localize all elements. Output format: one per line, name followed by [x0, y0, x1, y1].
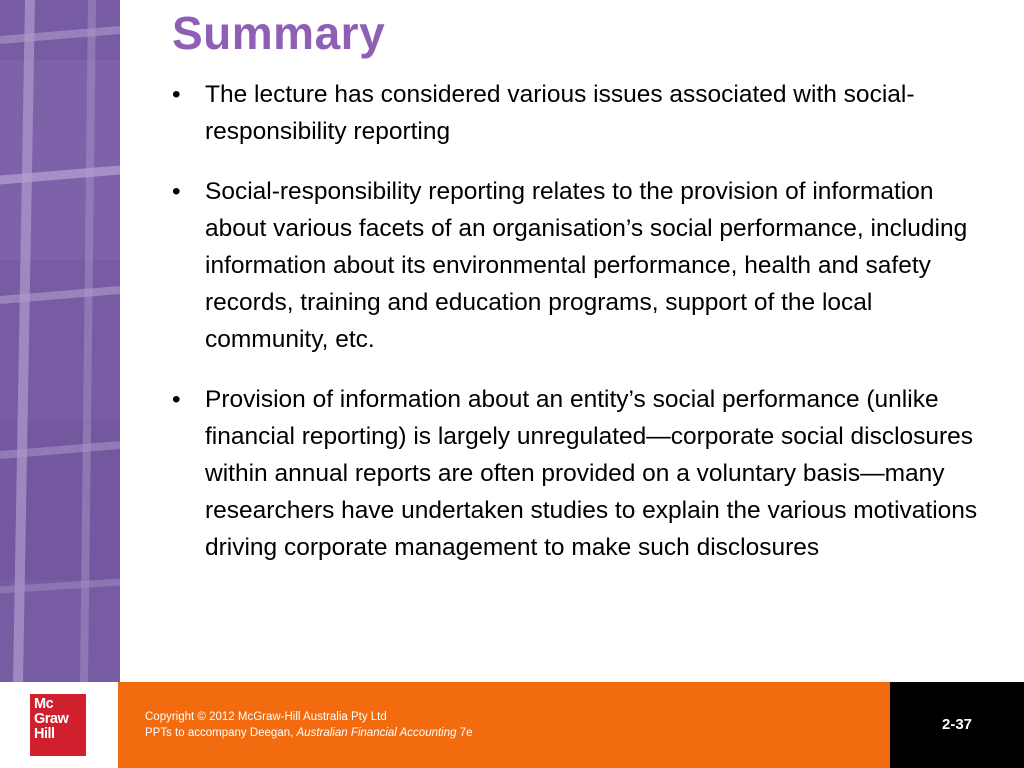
bullet-text: The lecture has considered various issues associated with social-responsibility reporting: [205, 81, 915, 145]
bullet-text: Social-responsibility reporting relates to the provision of information about various facets of an organisation’s social performance, including information about its environmental performance, health and safety records, training and education programs, support of the local community, etc.: [205, 178, 968, 353]
footer-page-box: [890, 682, 1024, 768]
bullet-item: [170, 76, 990, 150]
logo-text-line: Mc: [34, 696, 54, 712]
slide-title: Summary: [172, 7, 386, 59]
bullet-marker: •: [172, 178, 181, 205]
slide-footer: [0, 682, 1024, 768]
logo-area: [0, 682, 118, 768]
source-line: [145, 725, 473, 741]
bullet-text: Provision of information about an entity’s social performance (unlike financial reporting) is largely unregulated—corporate social disclosures within annual reports are often provided on a voluntary basis—many researchers have undertaken studies to explain the various motivations driving corporate management to make such disclosures: [205, 386, 978, 561]
source-edition: 7e: [456, 727, 473, 739]
grid-texture: [0, 0, 120, 682]
book-title: Australian Financial Accounting: [296, 727, 457, 739]
decorative-side-photo: [0, 0, 120, 682]
logo-text-line: Graw: [34, 711, 69, 727]
bullet-marker: •: [172, 386, 181, 413]
bullet-item: [170, 381, 990, 566]
copyright-line: Copyright © 2012 McGraw-Hill Australia Pty Ltd: [145, 711, 387, 723]
source-prefix: PPTs to accompany Deegan,: [145, 727, 297, 739]
bullet-list: [170, 76, 990, 589]
footer-orange-band: [118, 682, 890, 768]
page-number: 2-37: [941, 716, 973, 733]
copyright-notice: [145, 709, 473, 741]
bullet-marker: •: [172, 81, 181, 108]
mcgraw-hill-logo: [30, 694, 86, 756]
bullet-item: [170, 173, 990, 358]
logo-text-line: Hill: [34, 726, 55, 742]
